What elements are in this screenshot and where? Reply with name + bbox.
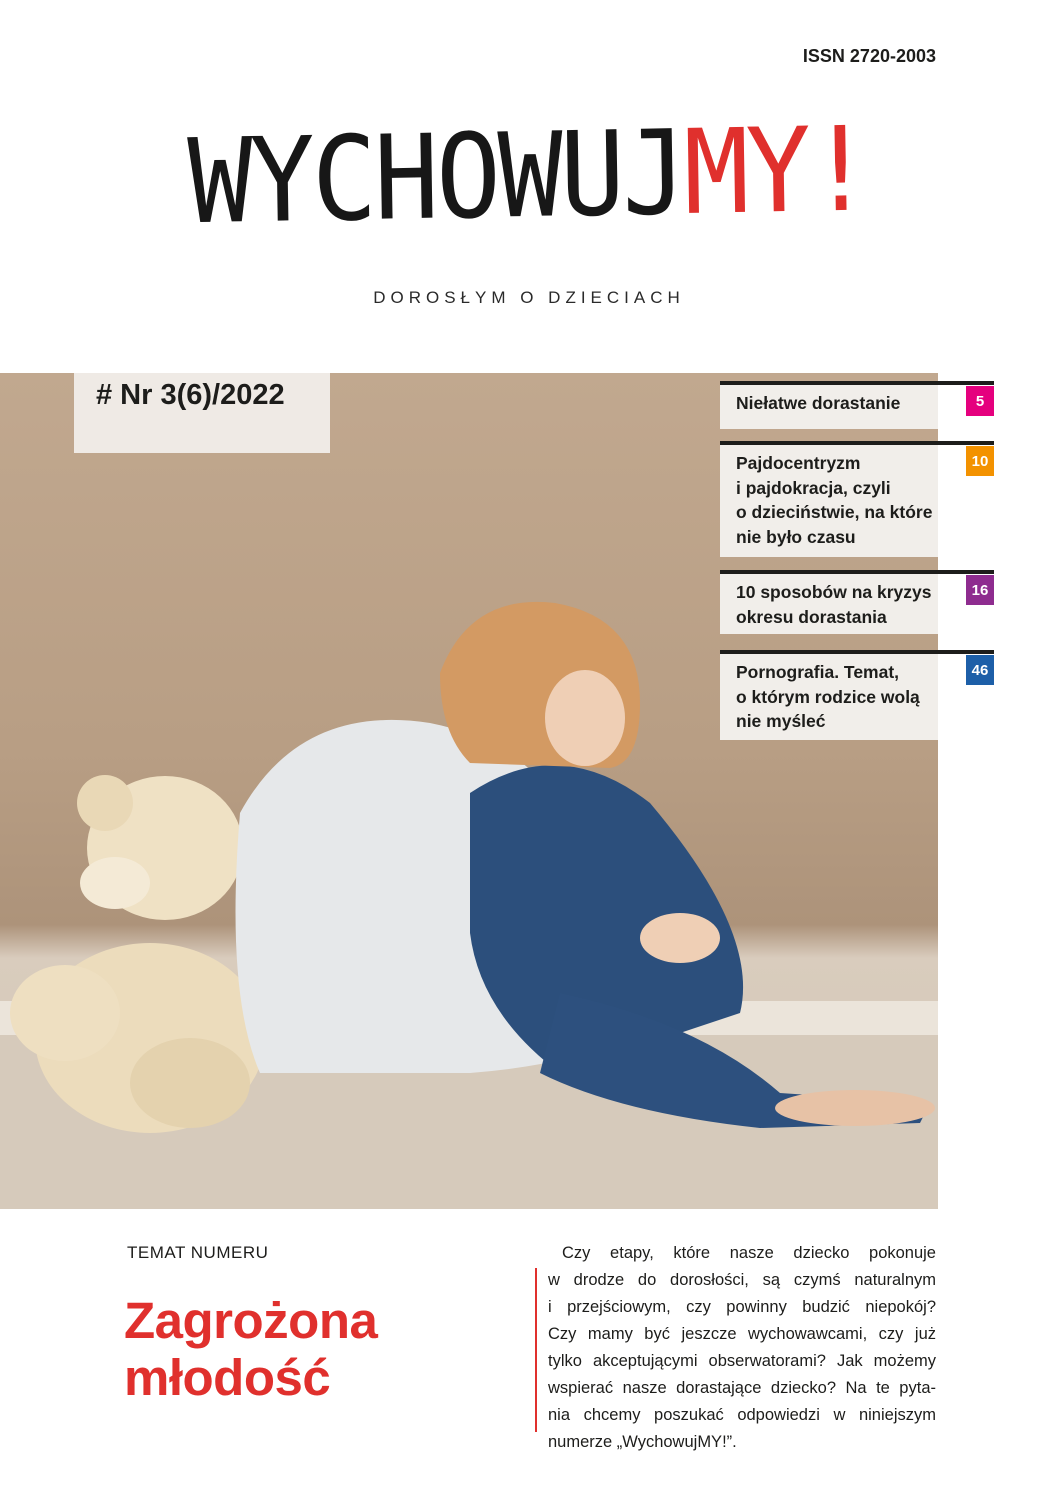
- teddy-bear-shape: [10, 775, 265, 1133]
- toc-page-badge-2: 10: [966, 446, 994, 476]
- toc-rule-4: [938, 650, 994, 654]
- toc-rule-3: [938, 570, 994, 574]
- toc-item-2-line-2: i pajdokracja, czyli: [736, 477, 891, 498]
- magazine-logo: [0, 97, 1058, 257]
- toc-item-2-line-3: o dzieciństwie, na które: [736, 502, 933, 522]
- logo-part-2: MY!: [682, 102, 872, 242]
- toc-page-badge-3: 16: [966, 575, 994, 605]
- toc-item-2[interactable]: [720, 441, 938, 557]
- lead-line: tylko akceptującymi obserwatorami? Jak możemy: [548, 1352, 936, 1370]
- toc-item-1-line-1: Niełatwe dorastanie: [736, 393, 901, 413]
- toc-item-4-line-3: nie myśleć: [736, 711, 826, 731]
- lead-accent-rule: [535, 1268, 537, 1432]
- lead-line: nia chcemy poszukać odpowiedzi w niniejszym: [548, 1406, 936, 1424]
- lead-line: i przejściowym, czy powinny budzić niepokój?: [548, 1298, 936, 1316]
- lead-line: Czy etapy, które nasze dziecko pokonuje: [562, 1244, 936, 1262]
- lead-line: wspierać nasze dorastające dziecko? Na te pyta-: [548, 1379, 936, 1397]
- toc-item-1[interactable]: [720, 381, 938, 429]
- lead-line: w drodze do dorosłości, są czymś naturalnym: [548, 1271, 936, 1289]
- lead-line: Czy mamy być jeszcze wychowawcami, czy już: [548, 1325, 936, 1343]
- tagline: DOROSŁYM O DZIECIACH: [373, 288, 685, 307]
- logo-part-1: WYCHOWUJ: [186, 106, 686, 251]
- issue-number-box: [74, 373, 330, 453]
- toc-page-badge-4: 46: [966, 655, 994, 685]
- cover-headline: [124, 1292, 377, 1406]
- lead-paragraph: [548, 1240, 936, 1456]
- lead-line: numerze „WychowujMY!”.: [548, 1433, 737, 1451]
- section-label: TEMAT NUMERU: [127, 1243, 269, 1262]
- toc-item-3-line-1: 10 sposobów na kryzys: [736, 582, 932, 602]
- headline-line-1: Zagrożona: [124, 1292, 378, 1349]
- toc-item-2-line-4: nie było czasu: [736, 526, 856, 547]
- toc-item-4-line-2: o którym rodzice wolą: [736, 686, 920, 707]
- toc-rule-1: [938, 381, 994, 385]
- headline-line-2: młodość: [124, 1349, 331, 1406]
- issn-number: ISSN 2720-2003: [802, 46, 936, 66]
- toc-item-3-line-2: okresu dorastania: [736, 606, 887, 627]
- toc-item-4-line-1: Pornografia. Temat,: [736, 662, 900, 682]
- toc-item-2-line-1: Pajdocentryzm: [736, 453, 861, 473]
- toc-item-4[interactable]: [720, 650, 938, 740]
- toc-item-3[interactable]: [720, 570, 938, 634]
- issue-number: # Nr 3(6)/2022: [96, 379, 285, 411]
- toc-page-badge-1: 5: [966, 386, 994, 416]
- toc-rule-2: [938, 441, 994, 445]
